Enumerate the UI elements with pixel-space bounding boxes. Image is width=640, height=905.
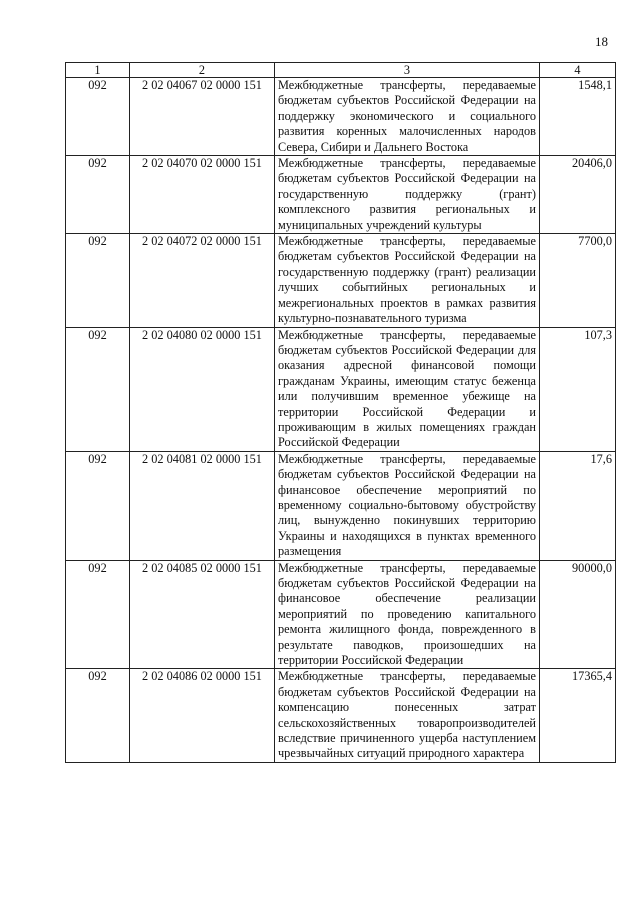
description-cell: Межбюджетные трансферты, передаваемые бюджетам субъектов Российской Федерации на финансовое обеспечение мероприятий по временному социально-бытовому обустройству лиц, вынужденно покинувших территорию Украины и находящихся в пунктах временного размещения xyxy=(275,451,540,560)
header-col-1: 1 xyxy=(66,63,130,78)
table-row xyxy=(66,156,616,234)
table-row xyxy=(66,669,616,762)
budget-code-cell: 2 02 04067 02 0000 151 xyxy=(130,78,275,156)
amount-cell: 20406,0 xyxy=(540,156,616,234)
amount-cell: 17365,4 xyxy=(540,669,616,762)
header-col-2: 2 xyxy=(130,63,275,78)
table-header-row xyxy=(66,63,616,78)
table-row xyxy=(66,451,616,560)
budget-code-cell: 2 02 04086 02 0000 151 xyxy=(130,669,275,762)
description-cell: Межбюджетные трансферты, передаваемые бюджетам субъектов Российской Федерации на финансовое обеспечение реализации мероприятий по проведению капитального ремонта жилищного фонда, поврежденного в результате паводков, произошедших на территории Российской Федерации xyxy=(275,560,540,669)
amount-cell: 107,3 xyxy=(540,327,616,451)
description-cell: Межбюджетные трансферты, передаваемые бюджетам субъектов Российской Федерации на поддержку экономического и социального развития коренных малочисленных народов Севера, Сибири и Дальнего Востока xyxy=(275,78,540,156)
amount-cell: 17,6 xyxy=(540,451,616,560)
budget-code-cell: 2 02 04070 02 0000 151 xyxy=(130,156,275,234)
admin-code-cell: 092 xyxy=(66,560,130,669)
description-cell: Межбюджетные трансферты, передаваемые бюджетам субъектов Российской Федерации на компенсацию понесенных затрат сельскохозяйственных товаропроизводителей вследствие причиненного ущерба наступлением чрезвычайных ситуаций природного характера xyxy=(275,669,540,762)
admin-code-cell: 092 xyxy=(66,669,130,762)
description-cell: Межбюджетные трансферты, передаваемые бюджетам субъектов Российской Федерации для оказания адресной финансовой помощи гражданам Украины, имеющим статус беженца или получившим временное убежище на территории Российской Федерации и проживающим в жилых помещениях граждан Российской Федерации xyxy=(275,327,540,451)
table-row xyxy=(66,560,616,669)
admin-code-cell: 092 xyxy=(66,327,130,451)
header-col-3: 3 xyxy=(275,63,540,78)
header-col-4: 4 xyxy=(540,63,616,78)
amount-cell: 1548,1 xyxy=(540,78,616,156)
budget-code-cell: 2 02 04072 02 0000 151 xyxy=(130,234,275,327)
revenue-table xyxy=(65,62,616,763)
table-row xyxy=(66,234,616,327)
budget-code-cell: 2 02 04085 02 0000 151 xyxy=(130,560,275,669)
admin-code-cell: 092 xyxy=(66,451,130,560)
description-cell: Межбюджетные трансферты, передаваемые бюджетам субъектов Российской Федерации на государственную поддержку (грант) комплексного развития региональных и муниципальных учреждений культуры xyxy=(275,156,540,234)
budget-code-cell: 2 02 04080 02 0000 151 xyxy=(130,327,275,451)
table-row xyxy=(66,78,616,156)
amount-cell: 90000,0 xyxy=(540,560,616,669)
admin-code-cell: 092 xyxy=(66,78,130,156)
budget-code-cell: 2 02 04081 02 0000 151 xyxy=(130,451,275,560)
admin-code-cell: 092 xyxy=(66,234,130,327)
table-row xyxy=(66,327,616,451)
admin-code-cell: 092 xyxy=(66,156,130,234)
description-cell: Межбюджетные трансферты, передаваемые бюджетам субъектов Российской Федерации на государственную поддержку (грант) реализации лучших событийных региональных и межрегиональных проектов в рамках развития культурно-познавательного туризма xyxy=(275,234,540,327)
amount-cell: 7700,0 xyxy=(540,234,616,327)
page-number: 18 xyxy=(595,34,608,49)
